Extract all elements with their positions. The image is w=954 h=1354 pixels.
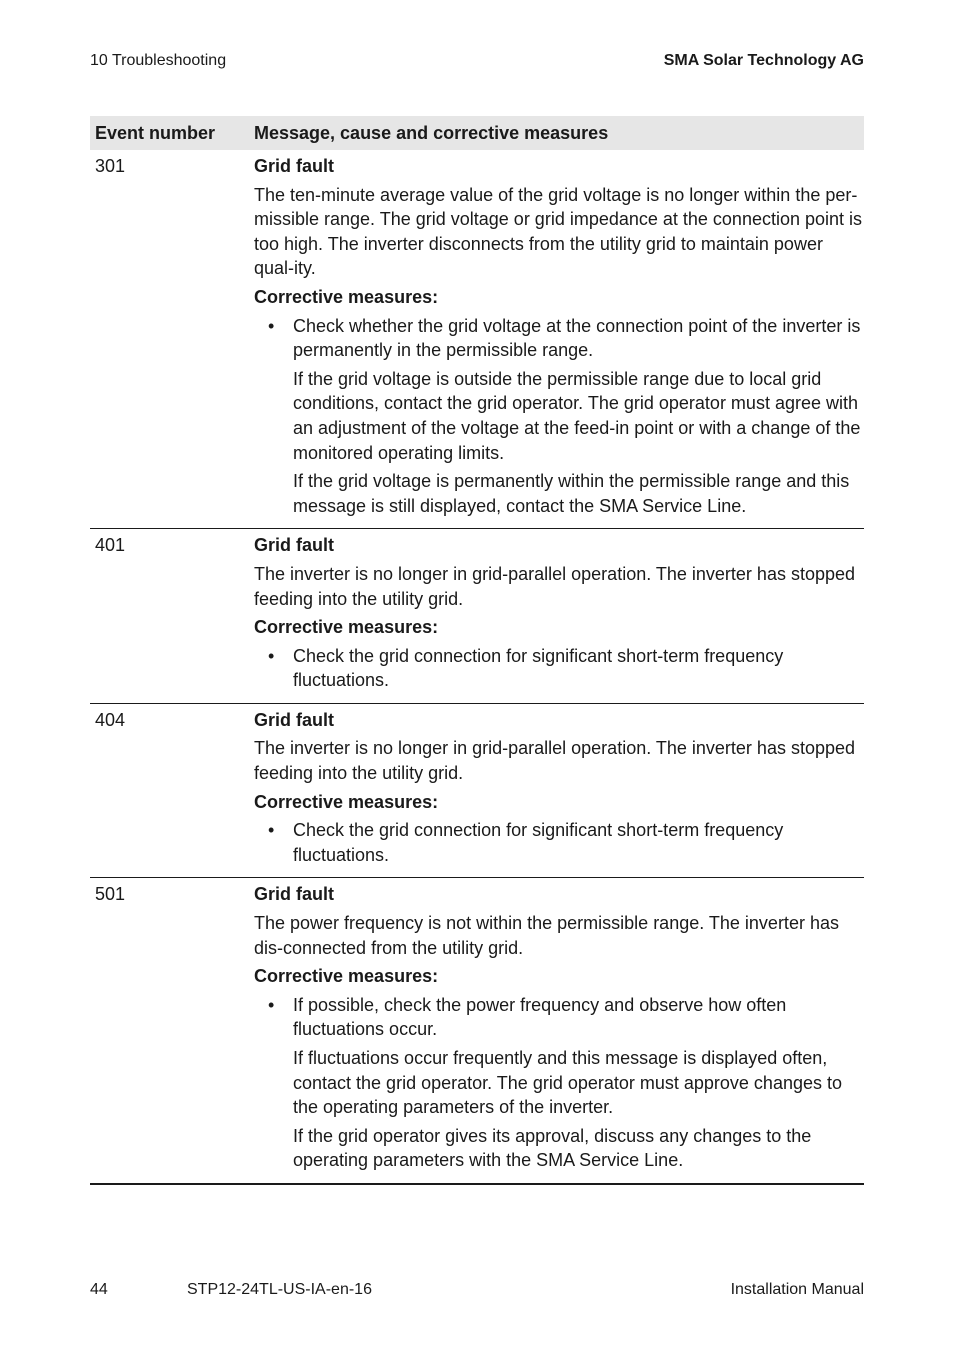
corrective-measures-label: Corrective measures: [254, 286, 439, 307]
event-number: 401 [90, 529, 249, 704]
event-number: 301 [90, 150, 249, 529]
event-details [249, 703, 864, 878]
table-row [90, 150, 864, 529]
event-cause: The ten-minute average value of the grid voltage is no longer within the per-missible range. The grid voltage or grid impedance at the connection point is too high. The inverter disconnects from the utility grid to maintain power qual-ity. [254, 184, 863, 279]
column-header-message: Message, cause and corrective measures [249, 116, 864, 150]
column-header-event-number: Event number [90, 116, 249, 150]
table-row [90, 703, 864, 878]
measure-bullet-text: Check whether the grid voltage at the connection point of the inverter is permanently in the permissible range. [293, 315, 861, 361]
event-number: 501 [90, 878, 249, 1184]
bullet-icon: • [268, 820, 275, 841]
footer-doc-code: STP12-24TL-US-IA-en-16 [187, 1281, 372, 1298]
measure-bullet [254, 993, 864, 1042]
table-row [90, 529, 864, 704]
measure-paragraph: If the grid operator gives its approval, discuss any changes to the operating parameters with the SMA Service Line. [293, 1125, 812, 1171]
bullet-icon: • [268, 645, 275, 666]
measure-bullet-text: Check the grid connection for significant short-term frequency fluctuations. [293, 820, 784, 865]
measure-bullet-text: If possible, check the power frequency and observe how often fluctuations occur. [293, 994, 787, 1040]
table-header-row [90, 116, 864, 150]
event-details [249, 878, 864, 1184]
measure-paragraph: If fluctuations occur frequently and this message is displayed often, contact the grid operator. The grid operator must approve changes to the operating parameters of the inverter. [293, 1048, 842, 1118]
event-details [249, 150, 864, 529]
event-title: Grid fault [254, 156, 334, 176]
footer-doc-type: Installation Manual [730, 1281, 864, 1298]
event-cause: The inverter is no longer in grid-parallel operation. The inverter has stopped feeding into the utility grid. [254, 563, 856, 609]
event-title: Grid fault [254, 535, 334, 556]
corrective-measures-label: Corrective measures: [254, 966, 439, 987]
bullet-icon: • [268, 315, 275, 336]
event-cause: The inverter is no longer in grid-parallel operation. The inverter has stopped feeding into the utility grid. [254, 738, 856, 784]
measure-paragraph: If the grid voltage is outside the permissible range due to local grid conditions, contact the grid operator. The grid operator must agree with an adjustment of the voltage at the feed-in point or with a change of the monitored operating limits. [293, 368, 861, 463]
measure-paragraph: If the grid voltage is permanently within the permissible range and this message is still displayed, contact the SMA Service Line. [293, 471, 850, 516]
bullet-icon: • [268, 994, 275, 1015]
event-title: Grid fault [254, 709, 334, 730]
header-company: SMA Solar Technology AG [663, 52, 864, 69]
event-number: 404 [90, 703, 249, 878]
table-row [90, 878, 864, 1184]
event-title: Grid fault [254, 884, 334, 905]
measure-bullet-text: Check the grid connection for significant short-term frequency fluctuations. [293, 645, 784, 691]
measure-bullet [254, 818, 864, 867]
measure-bullet [254, 314, 864, 363]
measure-bullet [254, 644, 864, 693]
event-details [249, 529, 864, 704]
footer-page-number: 44 [90, 1281, 108, 1298]
event-cause: The power frequency is not within the permissible range. The inverter has dis-connected from the utility grid. [254, 913, 839, 958]
corrective-measures-label: Corrective measures: [254, 791, 439, 812]
event-table [90, 116, 864, 1185]
header-section: 10 Troubleshooting [90, 52, 227, 69]
corrective-measures-label: Corrective measures: [254, 617, 439, 638]
